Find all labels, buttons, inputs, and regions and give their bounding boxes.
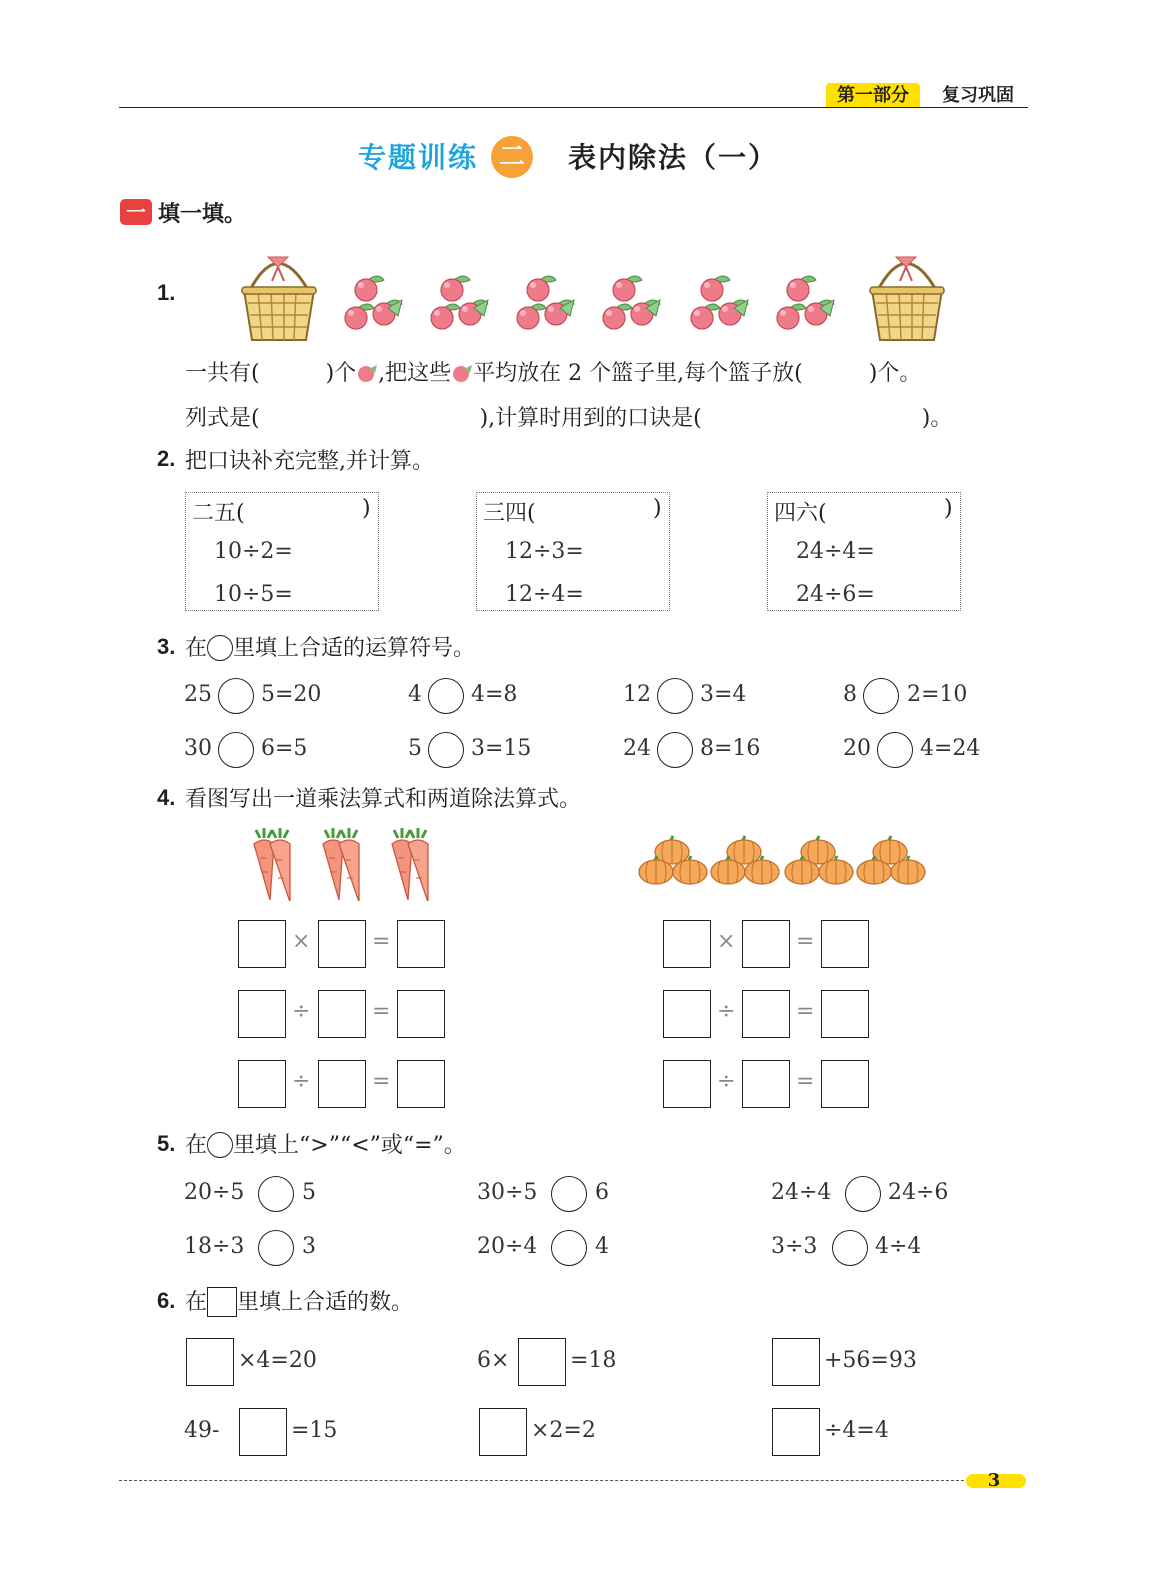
q5-answer-circle[interactable] [551,1176,587,1212]
answer-box[interactable] [821,1060,869,1108]
circle-symbol [207,635,233,661]
q3-answer-circle[interactable] [428,678,464,714]
circle-symbol [207,1132,233,1158]
page-number: 3 [987,1470,1001,1491]
q2-equation: 12÷3= [505,539,584,564]
q2-equation: 10÷5= [214,582,293,607]
answer-box[interactable] [318,1060,366,1108]
q3-operand: 24 [623,736,651,761]
q6-expr: =15 [291,1418,338,1443]
q6-expr: 49- [184,1418,220,1443]
divide-sign: ÷ [292,1069,311,1094]
q3-result: 6=5 [261,736,308,761]
carrots-illustration [245,826,465,901]
page-title: 表内除法（一） [568,141,779,174]
equals-sign: = [796,999,815,1024]
q6-expr: +56=93 [824,1348,917,1373]
q5-right-expr: 4 [595,1234,609,1259]
q3-answer-circle[interactable] [657,678,693,714]
q2-equation: 24÷6= [796,582,875,607]
q6-expr: ÷4=4 [824,1418,889,1443]
q5-answer-circle[interactable] [551,1230,587,1266]
title-topic: 专题训练 [358,141,479,174]
q5-left-expr: 24÷4 [771,1180,832,1205]
answer-box[interactable] [318,990,366,1038]
header-section-name: 复习巩固 [942,85,1014,106]
q1-text-part3: 平均放在 2 个篮子里,每个篮子放( )个。 [473,361,922,386]
equals-sign: = [372,1069,391,1094]
q3-result: 5=20 [261,682,322,707]
q6-prompt-post: 里填上合适的数。 [237,1290,414,1315]
q1-line2: 列式是( ),计算时用到的口诀是( )。 [185,406,953,431]
times-sign: × [292,929,311,954]
q6-answer-box[interactable] [186,1338,234,1386]
q6-answer-box[interactable] [772,1338,820,1386]
q2-equation: 12÷4= [505,582,584,607]
q5-right-expr: 4÷4 [875,1234,922,1259]
q3-answer-circle[interactable] [863,678,899,714]
q3-prompt-pre: 在 [185,636,208,661]
answer-box[interactable] [663,920,711,968]
q2-box-2 [476,492,670,611]
q5-prompt-pre: 在 [185,1133,208,1158]
q5-prompt-post: 里填上“>”“<”或“=”。 [233,1133,466,1158]
q5-prompt [185,1128,466,1159]
q3-answer-circle[interactable] [428,732,464,768]
q6-prompt [185,1285,413,1317]
q3-prompt [185,631,475,662]
q3-operand: 12 [623,682,651,707]
title-number-badge: 二 [491,136,533,178]
q5-right-expr: 24÷6 [888,1180,949,1205]
q3-operand: 8 [843,682,857,707]
q2-box-close: ) [362,496,371,521]
equals-sign: = [372,929,391,954]
answer-box[interactable] [821,920,869,968]
q4-number: 4. [157,785,176,810]
answer-box[interactable] [397,990,445,1038]
equals-sign: = [372,999,391,1024]
q6-expr: ×4=20 [238,1348,317,1373]
q1-text-part1: 一共有( )个 [185,361,357,386]
q6-prompt-pre: 在 [185,1290,208,1315]
q5-right-expr: 3 [302,1234,316,1259]
q3-answer-circle[interactable] [218,678,254,714]
answer-box[interactable] [238,920,286,968]
header-rule [119,107,1028,108]
footer-dashed-rule [119,1480,969,1481]
q5-right-expr: 6 [595,1180,609,1205]
q6-expr: ×2=2 [531,1418,596,1443]
q6-expr: 6× [477,1348,510,1373]
equals-sign: = [796,1069,815,1094]
q3-answer-circle[interactable] [657,732,693,768]
q3-number: 3. [157,634,176,659]
q5-left-expr: 30÷5 [477,1180,538,1205]
answer-box[interactable] [742,990,790,1038]
q5-answer-circle[interactable] [832,1230,868,1266]
answer-box[interactable] [742,1060,790,1108]
q2-text: 把口诀补充完整,并计算。 [185,449,434,474]
answer-box[interactable] [238,990,286,1038]
q6-number: 6. [157,1288,176,1313]
q2-box-3 [767,492,961,611]
q3-result: 4=8 [471,682,518,707]
q1-text-part2: ,把这些 [378,361,452,386]
q2-box-close: ) [944,496,953,521]
q3-result: 3=4 [700,682,747,707]
q3-operand: 4 [408,682,422,707]
answer-box[interactable] [663,990,711,1038]
q5-left-expr: 18÷3 [184,1234,245,1259]
answer-box[interactable] [318,920,366,968]
q3-result: 2=10 [907,682,968,707]
q5-left-expr: 20÷4 [477,1234,538,1259]
q3-operand: 30 [184,736,212,761]
q6-answer-box[interactable] [772,1408,820,1456]
q2-box-head: 二五( [192,501,245,526]
answer-box[interactable] [397,1060,445,1108]
q6-expr: =18 [570,1348,617,1373]
q5-answer-circle[interactable] [258,1176,294,1212]
q5-answer-circle[interactable] [258,1230,294,1266]
divide-sign: ÷ [717,999,736,1024]
divide-sign: ÷ [292,999,311,1024]
square-symbol [207,1287,237,1317]
answer-box[interactable] [821,990,869,1038]
q2-equation: 24÷4= [796,539,875,564]
q5-number: 5. [157,1131,176,1156]
pumpkins-illustration [636,832,936,894]
q3-operand: 20 [843,736,871,761]
q3-result: 3=15 [471,736,532,761]
q3-answer-circle[interactable] [218,732,254,768]
q4-text: 看图写出一道乘法算式和两道除法算式。 [185,787,582,812]
equals-sign: = [796,929,815,954]
q2-number: 2. [157,446,176,471]
answer-box[interactable] [397,920,445,968]
answer-box[interactable] [663,1060,711,1108]
q6-answer-box[interactable] [239,1408,287,1456]
answer-box[interactable] [238,1060,286,1108]
q2-equation: 10÷2= [214,539,293,564]
q1-line1 [185,356,921,387]
times-sign: × [717,929,736,954]
q3-operand: 25 [184,682,212,707]
q5-left-expr: 20÷5 [184,1180,245,1205]
fruit-icon [356,363,378,383]
q1-number: 1. [157,280,176,305]
q5-answer-circle[interactable] [845,1176,881,1212]
section-badge: 一 [120,199,152,225]
q3-prompt-post: 里填上合适的运算符号。 [233,636,476,661]
q1-illustration [230,240,960,345]
q2-box-1 [185,492,379,611]
q2-box-head: 三四( [483,501,536,526]
divide-sign: ÷ [717,1069,736,1094]
header-tag: 第一部分 [826,83,920,108]
q3-answer-circle[interactable] [877,732,913,768]
q3-operand: 5 [408,736,422,761]
q6-answer-box[interactable] [518,1338,566,1386]
q2-box-head: 四六( [774,501,827,526]
q2-box-close: ) [653,496,662,521]
q5-left-expr: 3÷3 [771,1234,818,1259]
q3-result: 4=24 [920,736,981,761]
q6-answer-box[interactable] [479,1408,527,1456]
section-title: 填一填。 [158,202,247,227]
answer-box[interactable] [742,920,790,968]
fruit-icon [451,363,473,383]
q5-right-expr: 5 [302,1180,316,1205]
q3-result: 8=16 [700,736,761,761]
